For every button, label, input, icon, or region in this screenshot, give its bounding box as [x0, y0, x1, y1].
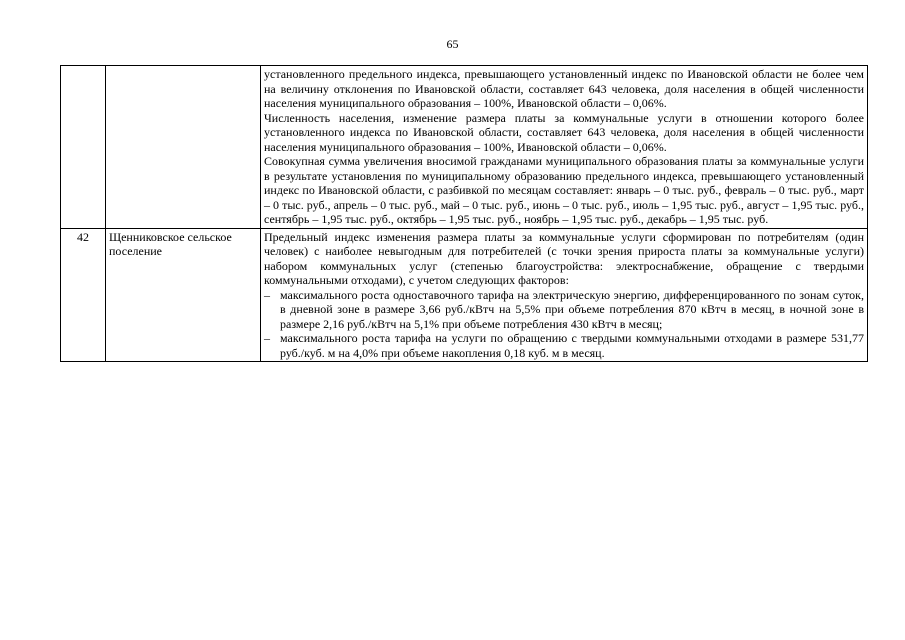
row-number-cell: 42	[61, 228, 106, 362]
row-number-cell	[61, 66, 106, 229]
list-dash: –	[264, 287, 270, 302]
table-row	[61, 66, 868, 229]
paragraph: Предельный индекс изменения размера платы за коммунальные услуги сформирован по потребителям (один человек) с наиболее невыгодным для потребителей (с точки зрения прироста платы за коммунальные услуги) набором коммунальных услуг (степенью благоустройства: электроснабжение, обращение с твердыми коммунальными отходами), с учетом следующих факторов:	[264, 229, 864, 287]
list-dash: –	[264, 331, 270, 345]
document-table	[60, 65, 868, 362]
paragraph: установленного предельного индекса, превышающего установленный индекс по Ивановской области не более чем на величину отклонения по Ивановской области, составляет 643 человека, доля населения в общей численности населения муниципального образования – 100%, Ивановской области – 0,06%.	[264, 67, 864, 110]
table-row	[61, 228, 868, 362]
list-item-text: максимального роста тарифа на услуги по обращению с твердыми коммунальными отходами в размере 531,77 руб./куб. м на 4,0% при объеме накопления 0,18 куб. м в месяц.	[280, 331, 864, 360]
paragraph: Совокупная сумма увеличения вносимой гражданами муниципального образования платы за коммунальные услуги в результате установления по муниципальному образованию предельного индекса, превышающего установленный индекс по Ивановской области, с разбивкой по месяцам составляет: январь – 0 тыс. руб., февраль – 0 тыс. руб., март – 0 тыс. руб., апрель – 0 тыс. руб., май – 0 тыс. руб., июнь – 0 тыс. руб., июль – 1,95 тыс. руб., август – 1,95 тыс. руб., сентябрь – 1,95 тыс. руб., октябрь – 1,95 тыс. руб., ноябрь – 1,95 тыс. руб., декабрь – 1,95 тыс. руб.	[264, 154, 864, 226]
list-item	[264, 288, 864, 332]
description-cell	[261, 228, 868, 362]
list-item	[264, 331, 864, 360]
list-item-text: максимального роста одноставочного тарифа на электрическую энергию, дифференцированного по зонам суток, в дневной зоне в размере 3,66 руб./кВтч на 5,5% при объеме потребления 870 кВтч в месяц, в ночной зоне в размере 2,16 руб./кВтч на 5,1% при объеме потребления 430 кВтч в месяц;	[280, 287, 864, 331]
description-cell	[261, 66, 868, 229]
paragraph: Численность населения, изменение размера платы за коммунальные услуги в отношении которого более установленного индекса по Ивановской области, составляет 643 человека, доля населения в общей численности населения муниципального образования – 100%, Ивановской области – 0,06%.	[264, 110, 864, 154]
page-number: 65	[446, 37, 459, 51]
municipality-name-cell	[106, 66, 261, 229]
municipality-name-cell: Щенниковское сельское поселение	[106, 228, 261, 362]
